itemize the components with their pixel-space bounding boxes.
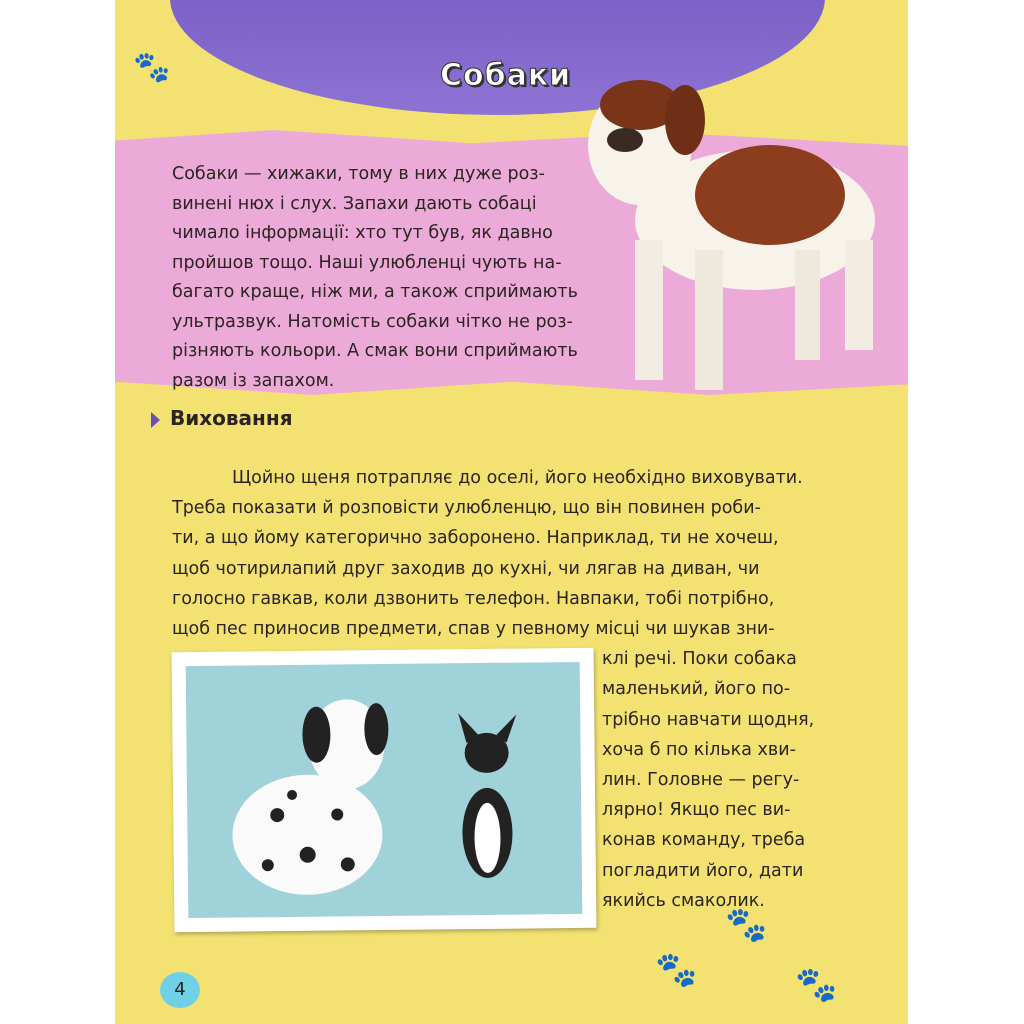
text-line: чимало інформації: хто тут був, як давно: [172, 223, 553, 243]
dalmatian-chihuahua-photo: [172, 648, 597, 932]
text-line: клі речі. Поки собака: [602, 649, 797, 670]
section-heading-text: Виховання: [170, 406, 293, 430]
intro-paragraph: [172, 160, 632, 396]
paw-print-icon: 🐾: [795, 965, 838, 1005]
saint-bernard-photo: [580, 50, 910, 405]
book-page: [115, 0, 908, 1024]
text-line: хоча б по кілька хви-: [602, 739, 796, 760]
text-line: разом із запахом.: [172, 370, 335, 391]
paw-print-icon: 🐾: [655, 950, 698, 990]
text-line: щоб чотирилапий друг заходив до кухні, чи лягав на диван, чи: [172, 558, 760, 579]
page-number: 4: [160, 972, 200, 1008]
text-line: Треба показати й розповісти улюбленцю, що він повинен роби-: [172, 498, 761, 519]
paw-print-icon: 🐾: [725, 905, 768, 945]
paw-print-icon: 🐾: [133, 50, 171, 85]
text-line: ти, а що йому категорично заборонено. Наприклад, ти не хочеш,: [172, 528, 779, 549]
text-line: пройшов тощо. Наші улюбленці чують на-: [172, 252, 562, 273]
text-line: Щойно щеня потрапляє до оселі, його необхідно виховувати.: [232, 468, 803, 488]
text-line: погладити його, дати: [602, 860, 804, 881]
text-line: Собаки — хижаки, тому в них дуже роз-: [172, 164, 545, 184]
text-line: якийсь смаколик.: [602, 890, 765, 911]
text-line: винені нюх і слух. Запахи дають собаці: [172, 193, 537, 214]
text-line: різняють кольори. А смак вони сприймають: [172, 341, 578, 361]
text-line: щоб пес приносив предмети, спав у певному місці чи шукав зни-: [172, 619, 775, 640]
section-heading: [151, 406, 293, 430]
text-line: конав команду, треба: [602, 830, 806, 851]
page-title: Собаки: [440, 58, 572, 93]
text-line: лярно! Якщо пес ви-: [602, 800, 791, 821]
text-line: маленький, його по-: [602, 679, 791, 700]
text-line: голосно гавкав, коли дзвонить телефон. Навпаки, тобі потрібно,: [172, 588, 775, 609]
triangle-bullet-icon: [151, 412, 160, 428]
text-line: лин. Головне — регу-: [602, 770, 800, 791]
text-line: трібно навчати щодня,: [602, 709, 815, 730]
text-line: багато краще, ніж ми, а також сприймають: [172, 282, 578, 302]
text-line: ультразвук. Натомість собаки чітко не роз-: [172, 311, 573, 332]
